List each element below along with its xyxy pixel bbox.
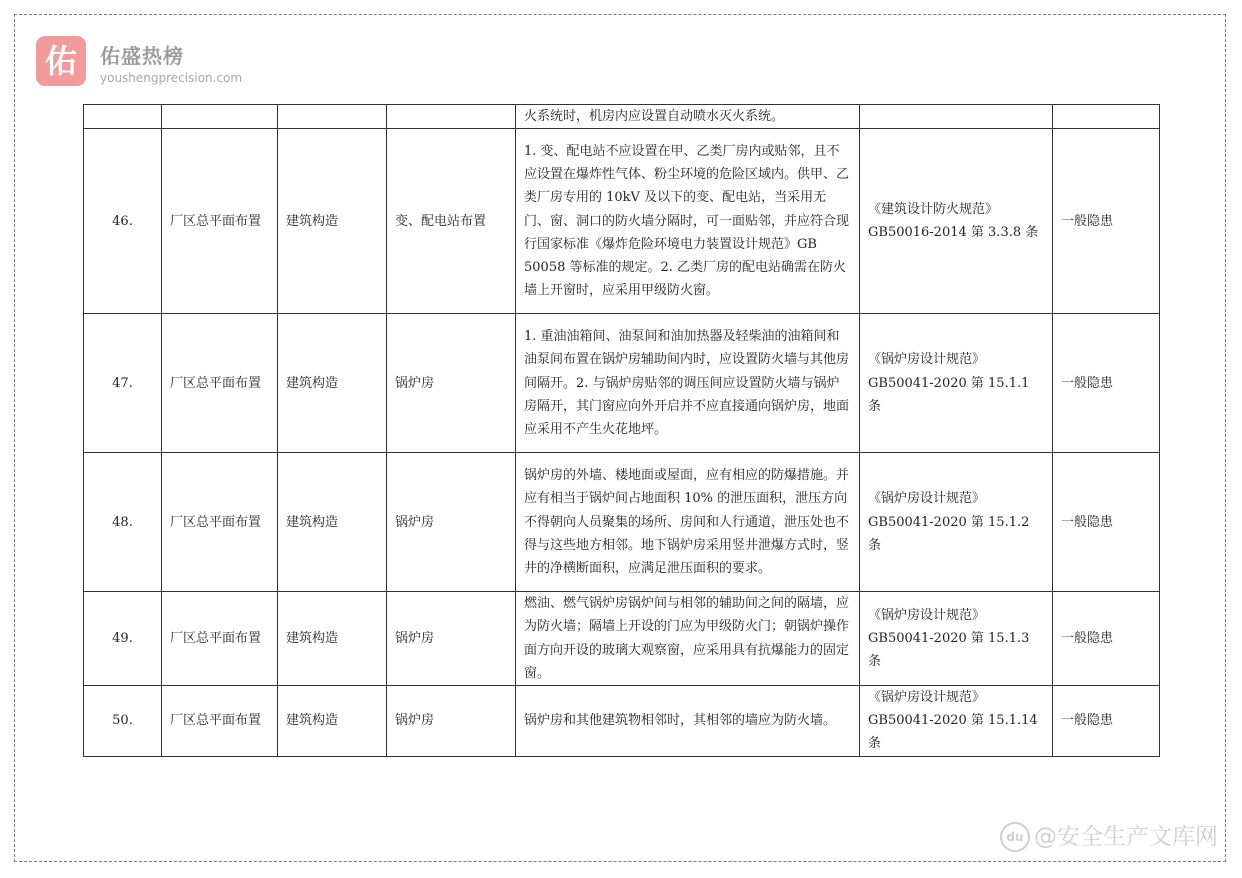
watermark-text: @安全生产文库网 (1034, 823, 1218, 850)
table-row (84, 592, 1160, 686)
row-description: 1. 重油油箱间、油泵间和油加热器及轻柴油的油箱间和油泵间布置在锅炉房辅助间内时，应设置防火墙与其他房间隔开。2. 与锅炉房贴邻的调压间应设置防火墙与锅炉房隔开，其门窗应向外开启并不应直接通向锅炉房，地面应采用不产生火花地坪。 (516, 314, 860, 453)
row-area: 厂区总平面布置 (162, 453, 278, 592)
row-item: 锅炉房 (387, 686, 516, 757)
row-standard: 《锅炉房设计规范》GB50041-2020 第 15.1.3 条 (860, 592, 1053, 686)
du-badge-icon: du (1000, 822, 1030, 852)
row-category: 建筑构造 (278, 686, 387, 757)
row-level (1053, 105, 1160, 129)
table-row (84, 686, 1160, 757)
row-standard (860, 105, 1053, 129)
row-standard: 《锅炉房设计规范》GB50041-2020 第 15.1.14 条 (860, 686, 1053, 757)
row-standard: 《锅炉房设计规范》GB50041-2020 第 15.1.1 条 (860, 314, 1053, 453)
row-description: 火系统时，机房内应设置自动喷水灭火系统。 (516, 105, 860, 129)
row-description: 锅炉房的外墙、楼地面或屋面，应有相应的防爆措施。并应有相当于锅炉间占地面积 10% 的泄压面积，泄压方向不得朝向人员聚集的场所、房间和人行通道，泄压处也不得与这些地方相邻。地下锅炉房采用竖井泄爆方式时，竖井的净横断面积，应满足泄压面积的要求。 (516, 453, 860, 592)
row-category: 建筑构造 (278, 592, 387, 686)
row-level: 一般隐患 (1053, 314, 1160, 453)
row-standard: 《锅炉房设计规范》GB50041-2020 第 15.1.2 条 (860, 453, 1053, 592)
row-level: 一般隐患 (1053, 453, 1160, 592)
row-area: 厂区总平面布置 (162, 314, 278, 453)
row-description: 1. 变、配电站不应设置在甲、乙类厂房内或贴邻，且不应设置在爆炸性气体、粉尘环境的危险区域内。供甲、乙类厂房专用的 10kV 及以下的变、配电站，当采用无门、窗、洞口的防火墙分隔时，可一面贴邻，并应符合现行国家标准《爆炸危险环境电力装置设计规范》GB 50058 等标准的规定。2. 乙类厂房的配电站确需在防火墙上开窗时，应采用甲级防火窗。 (516, 129, 860, 314)
row-category: 建筑构造 (278, 129, 387, 314)
row-level: 一般隐患 (1053, 686, 1160, 757)
row-standard: 《建筑设计防火规范》GB50016-2014 第 3.3.8 条 (860, 129, 1053, 314)
table-row (84, 453, 1160, 592)
table-row (84, 314, 1160, 453)
row-item: 锅炉房 (387, 453, 516, 592)
row-area: 厂区总平面布置 (162, 686, 278, 757)
row-category (278, 105, 387, 129)
row-area: 厂区总平面布置 (162, 129, 278, 314)
row-number: 47. (84, 314, 162, 453)
row-number: 50. (84, 686, 162, 757)
row-number: 49. (84, 592, 162, 686)
brand-logo-icon: 佑 (36, 36, 86, 86)
table-row (84, 129, 1160, 314)
row-description: 燃油、燃气锅炉房锅炉间与相邻的辅助间之间的隔墙，应为防火墙；隔墙上开设的门应为甲级防火门；朝锅炉操作面方向开设的玻璃大观察窗，应采用具有抗爆能力的固定窗。 (516, 592, 860, 686)
row-item: 锅炉房 (387, 314, 516, 453)
row-level: 一般隐患 (1053, 129, 1160, 314)
row-level: 一般隐患 (1053, 592, 1160, 686)
hazard-table (83, 104, 1160, 757)
table-row (84, 105, 1160, 129)
brand-name: 佑盛热榜 (100, 44, 184, 68)
row-item: 变、配电站布置 (387, 129, 516, 314)
row-category: 建筑构造 (278, 314, 387, 453)
row-area (162, 105, 278, 129)
brand-url: youshengprecision.com (100, 71, 243, 85)
row-number (84, 105, 162, 129)
row-area: 厂区总平面布置 (162, 592, 278, 686)
watermark (1000, 818, 1218, 853)
row-item: 锅炉房 (387, 592, 516, 686)
row-number: 46. (84, 129, 162, 314)
row-item (387, 105, 516, 129)
row-description: 锅炉房和其他建筑物相邻时，其相邻的墙应为防火墙。 (516, 686, 860, 757)
row-category: 建筑构造 (278, 453, 387, 592)
row-number: 48. (84, 453, 162, 592)
